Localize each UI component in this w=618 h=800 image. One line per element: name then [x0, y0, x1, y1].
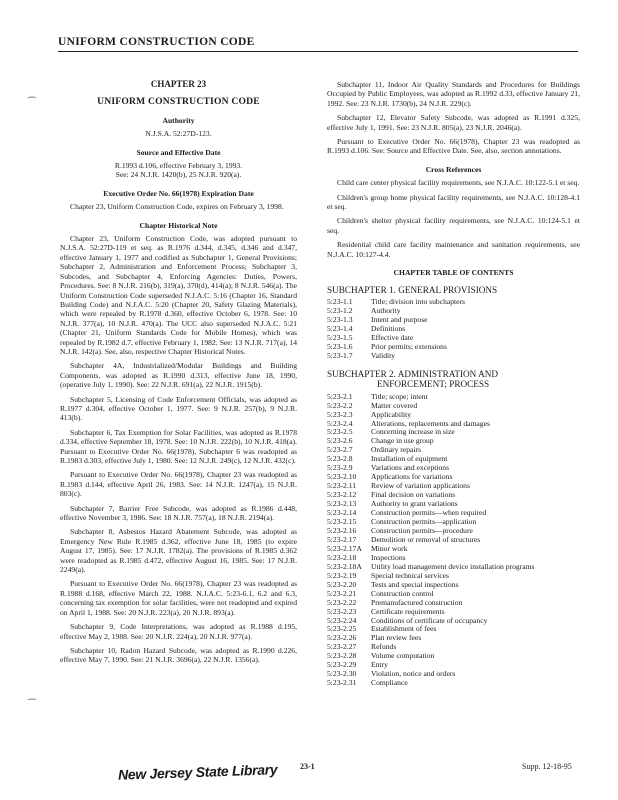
section-number: 5:23-2.20	[327, 579, 357, 589]
library-stamp: New Jersey State Library	[117, 761, 278, 783]
section-title: Premanufactured construction	[371, 597, 463, 607]
history-notes-continued	[327, 80, 580, 156]
section-number: 5:23-2.6	[327, 436, 353, 446]
section-number: 5:23-2.14	[327, 508, 357, 518]
section-number: 5:23-2.18A	[327, 561, 362, 571]
toc-entry	[327, 307, 580, 316]
section-title: Effective date	[371, 332, 414, 342]
subchapter-2-toc	[327, 393, 580, 688]
section-title: Violation, notice and orders	[371, 669, 456, 679]
history-notes	[60, 234, 297, 665]
page-number: 23-1	[300, 762, 315, 771]
section-title: Concerning increase in size	[371, 427, 455, 437]
cross-references	[327, 178, 580, 259]
section-title: Construction permits—application	[371, 517, 477, 527]
section-title: Matter covered	[371, 400, 418, 410]
paragraph: Subchapter 6, Tax Exemption for Solar Facilities, was adopted as R.1978 d.334, effective September 18, 1978. See: 10 N.J.R. 222(b), 10 N.J.R. 418(a). Pursuant to Executive Order No. 66(1978), Subchapter 6 was readopted as R.1983 d.303, effective July 1, 1980. See: 12 N.J.R. 249(c), 12 N.J.R. 432(c).	[60, 427, 297, 465]
subchapter-2-heading-line: SUBCHAPTER 2. ADMINISTRATION AND	[327, 368, 499, 379]
section-title: Construction control	[371, 588, 434, 598]
subchapter-1-toc	[327, 298, 580, 361]
section-title: Special technical services	[371, 570, 450, 580]
section-number: 5:23-2.27	[327, 642, 357, 652]
section-number: 5:23-2.12	[327, 490, 357, 500]
toc-entry	[327, 670, 580, 679]
section-title: Intent and purpose	[371, 314, 428, 324]
section-number: 5:23-2.24	[327, 615, 357, 625]
source-heading: Source and Effective Date	[136, 147, 221, 157]
toc-entry	[327, 652, 580, 661]
section-number: 5:23-2.26	[327, 633, 357, 643]
paragraph: Residential child care facility maintenance and sanitation requirements, see N.J.A.C. 10:127-4.4.	[327, 240, 580, 259]
section-title: Certificate requirements	[371, 606, 445, 616]
paragraph: Children's group home physical facility requirements, see N.J.A.C. 10:128-4.1 et seq.	[327, 192, 580, 212]
section-title: Variations and exceptions	[371, 463, 450, 473]
cross-references-heading: Cross References	[425, 164, 482, 174]
toc-entry	[327, 393, 580, 402]
eo-text: Chapter 23, Uniform Construction Code, expires on February 3, 1998.	[70, 202, 284, 212]
subchapter-2-heading	[327, 369, 580, 390]
paragraph: Subchapter 5, Licensing of Code Enforcement Officials, was adopted as R.1977 d.304, effective October 1, 1977. See: 9 N.J.R. 257(b), 9 N.J.R. 413(b).	[60, 394, 297, 423]
section-title: Authority	[371, 305, 401, 315]
toc-entry	[327, 545, 580, 554]
section-number: 5:23-2.17A	[327, 543, 362, 553]
section-number: 5:23-2.4	[327, 418, 353, 428]
chapter-title: UNIFORM CONSTRUCTION CODE	[97, 96, 260, 108]
toc-entry	[327, 536, 580, 545]
history-heading: Chapter Historical Note	[139, 220, 218, 230]
toc-entry	[327, 464, 580, 473]
section-number: 5:23-2.13	[327, 499, 357, 509]
section-title: Title; division into subchapters	[371, 297, 466, 306]
section-number: 5:23-1.6	[327, 341, 353, 351]
section-title: Authority to grant variations	[371, 499, 458, 509]
section-title: Conditions of certificate of occupancy	[371, 615, 488, 625]
toc-entry	[327, 298, 580, 307]
toc-entry	[327, 625, 580, 634]
paragraph: Subchapter 7, Barrier Free Subcode, was adopted as R.1986 d.448, effective November 3, 1986. See: 18 N.J.R. 757(a), 18 N.J.R. 2194(a).	[60, 503, 297, 523]
section-number: 5:23-2.31	[327, 678, 357, 688]
section-number: 5:23-2.22	[327, 597, 357, 607]
section-title: Tests and special inspections	[371, 579, 459, 589]
toc-entry	[327, 634, 580, 643]
section-number: 5:23-2.8	[327, 454, 353, 464]
source-text: See: 24 N.J.R. 1420(b), 25 N.J.R. 920(a).	[115, 170, 242, 180]
subchapter-1-heading: SUBCHAPTER 1. GENERAL PROVISIONS	[327, 284, 498, 295]
source-text: R.1993 d.106, effective February 3, 1993.	[114, 161, 243, 171]
toc-entry	[327, 334, 580, 343]
margin-mark: ⁀	[28, 700, 37, 711]
section-number: 5:23-2.18	[327, 552, 357, 562]
section-title: Alterations, replacements and damages	[371, 418, 490, 428]
paragraph: Child care center physical facility requirements, see N.J.A.C. 10:122-5.1 et seq.	[337, 178, 580, 188]
section-title: Construction permits—when required	[371, 508, 487, 518]
toc-entry	[327, 599, 580, 608]
chapter-number: CHAPTER 23	[150, 79, 207, 89]
section-number: 5:23-2.9	[327, 463, 353, 473]
section-number: 5:23-2.11	[327, 481, 357, 491]
paragraph: Pursuant to Executive Order No. 66(1978), Chapter 23 was readopted as R.1988 d.168, effective March 22, 1988. N.J.A.C. 5:23-6.1, 6.2 and 6.3, concerning tax exemption for solar facilities, were not readopted and expired on April 1, 1988. See: 20 N.J.R. 223(a), 20 N.J.R. 893(a).	[60, 579, 297, 617]
supplement-date: Supp. 12-18-95	[522, 762, 572, 771]
section-title: Prior permits; extensions	[371, 341, 447, 351]
section-number: 5:23-2.23	[327, 606, 357, 616]
section-number: 5:23-2.16	[327, 525, 357, 535]
subchapter-2-heading-line: ENFORCEMENT; PROCESS	[377, 379, 490, 390]
section-title: Volume computation	[371, 651, 435, 661]
section-title: Validity	[371, 350, 396, 360]
section-number: 5:23-2.2	[327, 400, 353, 410]
toc-entry	[327, 343, 580, 352]
section-title: Establishment of fees	[371, 624, 437, 634]
section-number: 5:23-2.19	[327, 570, 357, 580]
section-title: Compliance	[371, 678, 408, 688]
toc-entry	[327, 643, 580, 652]
toc-entry	[327, 316, 580, 325]
section-title: Utility load management device installation programs	[371, 561, 535, 571]
section-number: 5:23-2.25	[327, 624, 357, 634]
section-title: Construction permits—procedure	[371, 525, 473, 535]
left-column	[60, 80, 297, 670]
toc-entry	[327, 581, 580, 590]
section-title: Review of variation applications	[371, 481, 470, 491]
paragraph: Pursuant to Executive Order No. 66(1978), Chapter 23 was readopted as R.1993 d.106. See: Source and Effective Date. See, also, section annotations.	[327, 137, 580, 156]
section-title: Entry	[371, 660, 388, 670]
toc-entry	[327, 563, 580, 572]
section-number: 5:23-1.7	[327, 350, 353, 360]
authority-heading: Authority	[162, 115, 195, 125]
paragraph: Subchapter 12, Elevator Safety Subcode, was adopted as R.1991 d.325, effective July 1, 1991. See: 23 N.J.R. 805(a), 23 N.J.R. 2046(a).	[327, 113, 580, 132]
section-title: Applicability	[371, 409, 412, 419]
section-title: Plan review fees	[371, 633, 422, 643]
toc-heading: CHAPTER TABLE OF CONTENTS	[393, 268, 514, 278]
section-number: 5:23-2.10	[327, 472, 357, 482]
toc-entry	[327, 352, 580, 361]
toc-entry	[327, 446, 580, 455]
section-number: 5:23-2.15	[327, 517, 357, 527]
paragraph: Subchapter 9, Code Interpretations, was adopted as R.1988 d.195, effective May 2, 1988. See: 20 N.J.R. 224(a), 20 N.J.R. 977(a).	[60, 622, 297, 641]
section-number: 5:23-1.2	[327, 305, 353, 315]
section-number: 5:23-2.7	[327, 445, 353, 455]
paragraph: Chapter 23, Uniform Construction Code, was adopted pursuant to N.J.S.A. 52:27D-119 et seq. as R.1976 d.344, d.345, d.346 and d.347, effective January 1, 1977 and codified as Subchapter 1, General Provisions; Subchapter 2, Administration and Enforcement Process; Subchapter 3, Subcodes, and Subchapter 4, Enforcing Agencies: Duties, Powers, Procedures. See: 8 N.J.R. 216(b), 319(a), 370(d), 414(a); 8 N.J.R. 546(a). The Uniform Construction Code superseded N.J.A.C. 5:16 (Chapter 16, Standard Building Code) and N.J.A.C. 5:20 (Chapter 20, Safety Glazing Materials), which were repealed by R.1978 d.360, effective October 6, 1978. See: 10 N.J.R. 377(a), 10 N.J.R. 470(a). The UCC also superseded N.J.A.C. 5:21 (Chapter 21, Uniform Standards Code for Mobile Homes), which was repealed by R.1982 d.7, effective February 1, 1982. See: 13 N.J.R. 717(a), 14 N.J.R. 142(a). See, also, respective Chapter Historical Notes.	[60, 234, 297, 356]
authority-text: N.J.S.A. 52:27D-123.	[145, 129, 212, 139]
paragraph: Subchapter 8, Asbestos Hazard Abatement Subcode, was adopted as Emergency New Rule R.1985 d.362, effective June 18, 1985 (to expire August 17, 1985). See: 17 N.J.R. 1782(a). The provisions of R.1985 d.362 were readopted as R.1985 d.472, effective August 16, 1985. See: 17 N.J.R. 2249(a).	[60, 527, 297, 575]
section-number: 5:23-1.3	[327, 314, 353, 324]
section-title: Applications for variations	[371, 472, 453, 482]
toc-entry	[327, 325, 580, 334]
section-number: 5:23-2.28	[327, 651, 357, 661]
section-number: 5:23-2.30	[327, 669, 357, 679]
eo-heading: Executive Order No. 66(1978) Expiration Date	[103, 188, 254, 198]
running-head: UNIFORM CONSTRUCTION CODE	[58, 36, 578, 52]
toc-entry	[327, 428, 580, 437]
toc-entry	[327, 455, 580, 464]
toc-entry	[327, 402, 580, 411]
right-column	[327, 80, 580, 688]
toc-entry	[327, 679, 580, 688]
paragraph: Subchapter 11, Indoor Air Quality Standards and Procedures for Buildings Occupied by Public Employees, was adopted as R.1992 d.33, effective January 21, 1992. See: 23 N.J.R. 1730(b), 24 N.J.R. 229(c).	[327, 80, 580, 108]
section-title: Refunds	[371, 642, 397, 652]
toc-entry	[327, 617, 580, 626]
section-title: Title; scope; intent	[371, 391, 428, 401]
paragraph: Pursuant to Executive Order No. 66(1978), Chapter 23 was readopted as R.1983 d.144, effective April 26, 1983. See: 14 N.J.R. 1247(a), 15 N.J.R. 803(c).	[60, 470, 297, 499]
section-number: 5:23-2.5	[327, 427, 353, 437]
section-number: 5:23-2.21	[327, 588, 357, 598]
toc-entry	[327, 437, 580, 446]
section-title: Installation of equipment	[371, 454, 448, 464]
section-title: Final decision on variations	[371, 490, 456, 500]
section-number: 5:23-2.29	[327, 660, 357, 670]
section-title: Definitions	[371, 323, 406, 333]
paragraph: Subchapter 10, Radon Hazard Subcode, was adopted as R.1990 d.226, effective May 7, 1990. See: 21 N.J.R. 3696(a), 22 N.J.R. 1356(a).	[60, 645, 297, 665]
section-title: Minor work	[371, 543, 408, 553]
section-title: Inspections	[371, 552, 406, 562]
section-number: 5:23-1.5	[327, 332, 353, 342]
paragraph: Children's shelter physical facility requirements, see N.J.A.C. 10:124-5.1 et seq.	[327, 216, 580, 235]
section-title: Demolition or removal of structures	[371, 534, 481, 544]
section-number: 5:23-2.1	[327, 391, 353, 401]
paragraph: Subchapter 4A, Industrialized/Modular Buildings and Building Components, was adopted as R.1990 d.313, effective June 18, 1990, (operative July 1, 1990). See: 22 N.J.R. 691(a), 22 N.J.R. 1915(b).	[60, 361, 297, 390]
section-number: 5:23-1.4	[327, 323, 353, 333]
section-number: 5:23-2.3	[327, 409, 353, 419]
section-number: 5:23-2.17	[327, 534, 357, 544]
margin-mark: ⁀	[28, 98, 37, 109]
section-number: 5:23-1.1	[327, 297, 353, 306]
section-title: Change in use group	[371, 436, 434, 446]
section-title: Ordinary repairs	[371, 445, 421, 455]
